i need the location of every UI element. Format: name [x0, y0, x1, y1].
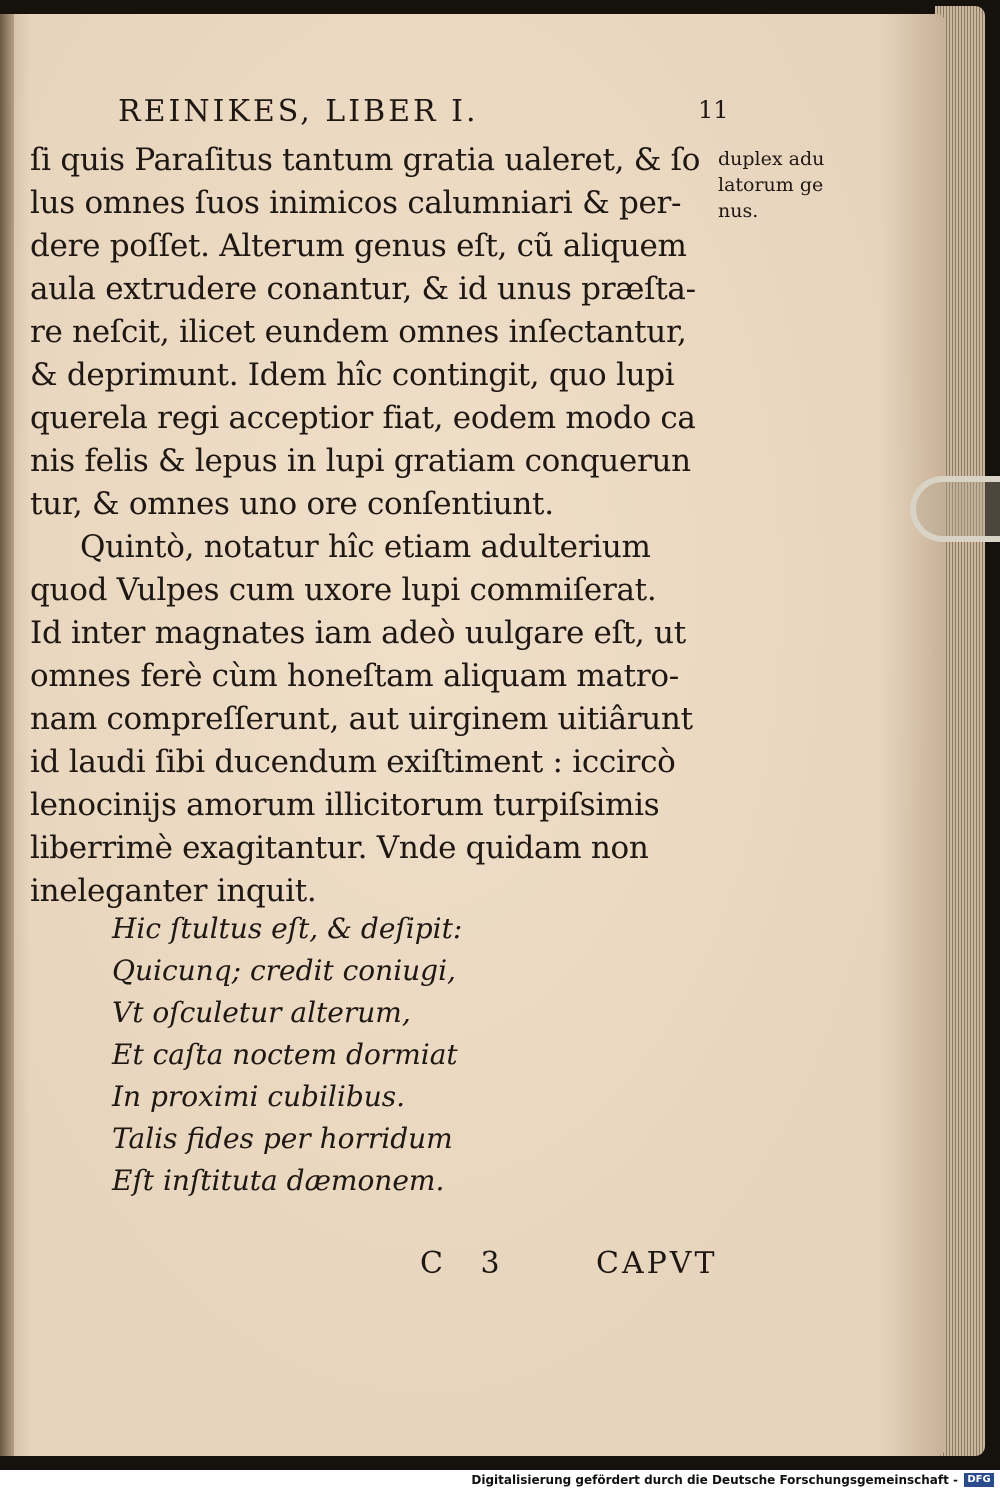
- verse-line: Talis fides per horridum: [112, 1122, 453, 1155]
- margin-note-line: duplex adu: [718, 148, 825, 170]
- body-line: liberrimè exagitantur. Vnde quidam non: [30, 830, 649, 866]
- signature-mark: C 3: [420, 1246, 514, 1281]
- verse-line: Hic ſtultus eſt, & deſipit:: [112, 912, 463, 945]
- binding-gutter: [0, 14, 14, 1456]
- body-line: quod Vulpes cum uxore lupi commiſerat.: [30, 572, 657, 608]
- book-page: [0, 14, 945, 1456]
- margin-note-line: latorum ge: [718, 174, 824, 196]
- body-line: nam compreſſerunt, aut uirginem uitiârunt: [30, 701, 693, 737]
- folio-number: 11: [698, 96, 729, 124]
- body-line: tur, & omnes uno ore conſentiunt.: [30, 486, 554, 522]
- body-line: Id inter magnates iam adeò uulgare eſt, ut: [30, 615, 686, 651]
- body-line: ſi quis Paraſitus tantum gratia ualeret, & ſo: [30, 142, 701, 178]
- body-line: id laudi ſibi ducendum exiſtiment : iccircò: [30, 744, 676, 780]
- body-line: lus omnes ſuos inimicos calumniari & per-: [30, 185, 682, 221]
- body-line: ineleganter inquit.: [30, 873, 317, 909]
- body-line: omnes ferè cùm honeſtam aliquam matro-: [30, 658, 679, 694]
- body-line: & deprimunt. Idem hîc contingit, quo lupi: [30, 357, 675, 393]
- body-line: aula extrudere conantur, & id unus præſta-: [30, 271, 696, 307]
- dfg-logo: DFG: [964, 1473, 994, 1487]
- running-head: REINIKES, LIBER I.: [118, 94, 479, 129]
- margin-note-line: nus.: [718, 200, 759, 222]
- verse-line: Eſt inſtituta dæmonem.: [112, 1164, 445, 1197]
- digitization-footer: [0, 1470, 1000, 1491]
- catchword: CAPVT: [596, 1246, 718, 1281]
- body-line: dere poſſet. Alterum genus eſt, cũ aliquem: [30, 228, 687, 264]
- verse-line: Et caſta noctem dormiat: [112, 1038, 458, 1071]
- body-line: Quintò, notatur hîc etiam adulterium: [80, 529, 651, 565]
- body-line: re neſcit, ilicet eundem omnes inſectantur,: [30, 314, 687, 350]
- verse-line: Quicunq; credit coniugi,: [112, 954, 456, 987]
- body-line: lenocinijs amorum illicitorum turpiſsimis: [30, 787, 660, 823]
- body-line: nis felis & lepus in lupi gratiam conquerun: [30, 443, 691, 479]
- verse-line: In proximi cubilibus.: [112, 1080, 406, 1113]
- footer-credit: Digitalisierung gefördert durch die Deutsche Forschungsgemeinschaft -: [471, 1473, 958, 1487]
- book-clasp: [910, 476, 1000, 542]
- body-line: querela regi acceptior fiat, eodem modo ca: [30, 400, 696, 436]
- verse-line: Vt oſculetur alterum,: [112, 996, 411, 1029]
